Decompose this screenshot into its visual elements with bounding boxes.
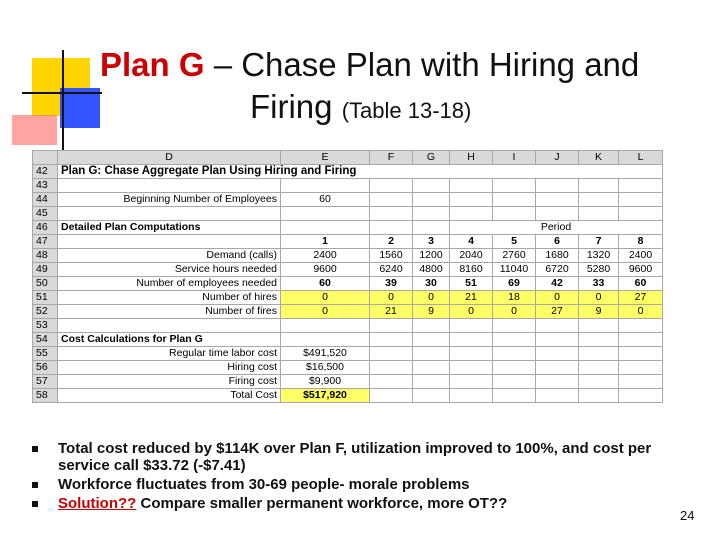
cell[interactable] [58, 207, 281, 221]
cell[interactable] [450, 207, 493, 221]
column-header[interactable]: J [536, 151, 579, 165]
table-row [33, 361, 663, 375]
row-number[interactable]: 52 [33, 305, 58, 319]
row-number[interactable]: 50 [33, 277, 58, 291]
cell[interactable] [281, 179, 370, 193]
slide-title-line1: Plan G – Chase Plan with Hiring and [100, 46, 640, 83]
value-cell[interactable]: 0 [579, 291, 619, 305]
cell[interactable] [536, 361, 579, 375]
row-number[interactable]: 55 [33, 347, 58, 361]
column-header[interactable] [33, 151, 58, 165]
cell[interactable] [413, 221, 450, 235]
label-cell[interactable]: Service hours needed [58, 263, 281, 277]
row-number[interactable]: 51 [33, 291, 58, 305]
table-row [33, 165, 663, 179]
value-cell[interactable]: 21 [450, 291, 493, 305]
value-cell[interactable]: 0 [370, 291, 413, 305]
value-cell[interactable]: 21 [370, 305, 413, 319]
table-row [33, 179, 663, 193]
label-cell[interactable]: Beginning Number of Employees [58, 193, 281, 207]
row-number[interactable]: 47 [33, 235, 58, 249]
table-row [33, 193, 663, 207]
value-cell[interactable]: 27 [619, 291, 663, 305]
cell[interactable] [450, 193, 493, 207]
value-cell[interactable]: 1200 [413, 249, 450, 263]
value-cell[interactable]: 11040 [493, 263, 536, 277]
value-cell[interactable]: 51 [450, 277, 493, 291]
row-number[interactable]: 56 [33, 361, 58, 375]
table-row [33, 207, 663, 221]
table-row [33, 277, 663, 291]
cell[interactable] [493, 179, 536, 193]
cell[interactable] [413, 347, 450, 361]
cell[interactable] [281, 319, 370, 333]
label-cell[interactable]: Regular time labor cost [58, 347, 281, 361]
value-cell[interactable]: 33 [579, 277, 619, 291]
cell[interactable] [536, 193, 579, 207]
table-row [33, 305, 663, 319]
label-cell[interactable]: Demand (calls) [58, 249, 281, 263]
cell[interactable] [370, 375, 413, 389]
period-label-cell[interactable]: Period [450, 221, 663, 235]
table-row [33, 333, 663, 347]
period-number-cell[interactable]: 8 [619, 235, 663, 249]
value-cell[interactable]: 60 [619, 277, 663, 291]
value-cell[interactable]: 2400 [619, 249, 663, 263]
cell[interactable] [493, 361, 536, 375]
column-header[interactable]: K [579, 151, 619, 165]
value-cell[interactable]: 9600 [619, 263, 663, 277]
row-number[interactable]: 49 [33, 263, 58, 277]
section-label-cell[interactable]: Cost Calculations for Plan G [58, 333, 281, 347]
cell[interactable] [450, 389, 493, 403]
cell[interactable] [58, 179, 281, 193]
value-cell[interactable]: 60 [281, 277, 370, 291]
section-label-cell[interactable]: Detailed Plan Computations [58, 221, 281, 235]
cell[interactable] [536, 319, 579, 333]
column-header[interactable]: G [413, 151, 450, 165]
value-cell[interactable]: 60 [281, 193, 370, 207]
value-cell[interactable]: 0 [281, 291, 370, 305]
cell[interactable] [619, 389, 663, 403]
cell[interactable] [58, 319, 281, 333]
value-cell[interactable]: 6720 [536, 263, 579, 277]
value-cell[interactable]: 6240 [370, 263, 413, 277]
cell[interactable] [370, 361, 413, 375]
cell[interactable] [619, 193, 663, 207]
label-cell[interactable]: Number of hires [58, 291, 281, 305]
table-row [33, 235, 663, 249]
cell[interactable] [370, 193, 413, 207]
value-cell[interactable]: 0 [281, 305, 370, 319]
period-number-cell[interactable]: 5 [493, 235, 536, 249]
cell[interactable] [450, 347, 493, 361]
sheet-title-cell[interactable]: Plan G: Chase Aggregate Plan Using Hiring and Firing [58, 165, 663, 179]
decor-blue-square [60, 88, 100, 128]
bullet-item: Solution?? Compare smaller permanent workforce, more OT?? [32, 495, 672, 512]
cell[interactable] [536, 179, 579, 193]
period-number-cell[interactable]: 6 [536, 235, 579, 249]
column-header-row [33, 151, 663, 165]
cell[interactable] [281, 333, 370, 347]
cell[interactable] [493, 389, 536, 403]
value-cell[interactable]: 2040 [450, 249, 493, 263]
value-cell[interactable]: 0 [413, 291, 450, 305]
period-number-cell[interactable]: 3 [413, 235, 450, 249]
table-row [33, 291, 663, 305]
cell[interactable] [619, 361, 663, 375]
cell[interactable] [370, 221, 413, 235]
value-cell[interactable]: 0 [450, 305, 493, 319]
cell[interactable] [536, 207, 579, 221]
cell[interactable] [450, 179, 493, 193]
value-cell[interactable]: $9,900 [281, 375, 370, 389]
row-number[interactable]: 46 [33, 221, 58, 235]
cell[interactable] [579, 375, 619, 389]
value-cell[interactable]: $16,500 [281, 361, 370, 375]
value-cell[interactable]: 42 [536, 277, 579, 291]
row-number[interactable]: 43 [33, 179, 58, 193]
column-header[interactable]: I [493, 151, 536, 165]
cell[interactable] [579, 179, 619, 193]
row-number[interactable]: 48 [33, 249, 58, 263]
row-number[interactable]: 57 [33, 375, 58, 389]
label-cell[interactable]: Number of employees needed [58, 277, 281, 291]
period-number-cell[interactable]: 4 [450, 235, 493, 249]
value-cell[interactable]: 69 [493, 277, 536, 291]
cell[interactable] [370, 333, 413, 347]
period-number-cell[interactable]: 2 [370, 235, 413, 249]
value-cell[interactable]: 18 [493, 291, 536, 305]
cell[interactable] [493, 333, 536, 347]
cell[interactable] [370, 207, 413, 221]
cell[interactable] [536, 347, 579, 361]
cell[interactable] [450, 333, 493, 347]
cell[interactable] [370, 179, 413, 193]
cell[interactable] [579, 207, 619, 221]
cell[interactable] [619, 179, 663, 193]
cell[interactable] [579, 347, 619, 361]
slide-title-line2: Firing (Table 13-18) [250, 88, 472, 125]
cell[interactable] [493, 375, 536, 389]
column-header[interactable]: F [370, 151, 413, 165]
spreadsheet-table [32, 150, 663, 403]
cell[interactable] [413, 361, 450, 375]
cell[interactable] [450, 361, 493, 375]
label-cell[interactable]: Firing cost [58, 375, 281, 389]
table-row [33, 249, 663, 263]
cell[interactable] [413, 207, 450, 221]
decor-vline [62, 50, 64, 160]
value-cell[interactable]: 0 [619, 305, 663, 319]
table-row [33, 347, 663, 361]
cell[interactable] [619, 207, 663, 221]
cell[interactable] [536, 375, 579, 389]
solution-link[interactable]: Solution?? [58, 495, 137, 512]
cell[interactable] [450, 375, 493, 389]
value-cell[interactable]: 30 [413, 277, 450, 291]
value-cell[interactable]: 9 [579, 305, 619, 319]
cell[interactable] [536, 333, 579, 347]
cell[interactable] [413, 333, 450, 347]
value-cell[interactable]: 1560 [370, 249, 413, 263]
period-number-cell[interactable]: 1 [281, 235, 370, 249]
value-cell[interactable]: 2760 [493, 249, 536, 263]
value-cell[interactable]: 9 [413, 305, 450, 319]
value-cell[interactable]: 39 [370, 277, 413, 291]
column-header[interactable]: D [58, 151, 281, 165]
table-reference: (Table 13-18) [341, 98, 472, 123]
value-cell[interactable]: 0 [493, 305, 536, 319]
table-row [33, 375, 663, 389]
cell[interactable] [493, 193, 536, 207]
cell[interactable] [579, 361, 619, 375]
cell[interactable] [413, 179, 450, 193]
cell[interactable] [450, 319, 493, 333]
period-number-cell[interactable]: 7 [579, 235, 619, 249]
cell[interactable] [579, 333, 619, 347]
table-row [33, 221, 663, 235]
bullet-item: Total cost reduced by $114K over Plan F, utilization improved to 100%, and cost per service call $33.72 (-$7.41) [32, 440, 672, 474]
value-cell[interactable]: 4800 [413, 263, 450, 277]
bullet-icon [32, 446, 38, 452]
value-cell[interactable]: 2400 [281, 249, 370, 263]
cell[interactable] [536, 389, 579, 403]
cell[interactable] [579, 319, 619, 333]
label-cell[interactable]: Hiring cost [58, 361, 281, 375]
cell[interactable] [413, 389, 450, 403]
value-cell[interactable]: 9600 [281, 263, 370, 277]
cell[interactable] [413, 193, 450, 207]
cell[interactable] [619, 347, 663, 361]
value-cell[interactable]: 27 [536, 305, 579, 319]
decor-hline [22, 92, 102, 94]
cell[interactable] [493, 319, 536, 333]
value-cell[interactable]: 5280 [579, 263, 619, 277]
cell[interactable] [370, 319, 413, 333]
row-number[interactable]: 44 [33, 193, 58, 207]
cell[interactable] [619, 375, 663, 389]
cell[interactable] [58, 235, 281, 249]
value-cell[interactable]: 1320 [579, 249, 619, 263]
value-cell[interactable]: 8160 [450, 263, 493, 277]
row-number[interactable]: 45 [33, 207, 58, 221]
row-number[interactable]: 58 [33, 389, 58, 403]
cell[interactable] [413, 375, 450, 389]
table-row [33, 319, 663, 333]
table-row [33, 389, 663, 403]
cell[interactable] [579, 193, 619, 207]
value-cell[interactable]: 0 [536, 291, 579, 305]
cell[interactable] [493, 347, 536, 361]
column-header[interactable]: L [619, 151, 663, 165]
label-cell[interactable]: Number of fires [58, 305, 281, 319]
cell[interactable] [413, 319, 450, 333]
value-cell[interactable]: 1680 [536, 249, 579, 263]
cell[interactable] [493, 207, 536, 221]
bullet-list [32, 440, 672, 514]
bullet-icon [32, 501, 38, 507]
cell[interactable] [619, 319, 663, 333]
bullet-icon [32, 482, 38, 488]
cell[interactable] [370, 347, 413, 361]
row-number[interactable]: 54 [33, 333, 58, 347]
label-cell[interactable]: Total Cost [58, 389, 281, 403]
bullet-item: Workforce fluctuates from 30-69 people- morale problems [32, 476, 672, 493]
value-cell[interactable]: $517,920 [281, 389, 370, 403]
cell[interactable] [281, 221, 370, 235]
cell[interactable] [619, 333, 663, 347]
table-row [33, 263, 663, 277]
column-header[interactable]: H [450, 151, 493, 165]
row-number[interactable]: 42 [33, 165, 58, 179]
row-number[interactable]: 53 [33, 319, 58, 333]
cell[interactable] [579, 389, 619, 403]
page-number: 24 [680, 508, 695, 523]
decor-red-square [12, 115, 57, 145]
value-cell[interactable]: $491,520 [281, 347, 370, 361]
cell[interactable] [281, 207, 370, 221]
column-header[interactable]: E [281, 151, 370, 165]
cell[interactable] [370, 389, 413, 403]
